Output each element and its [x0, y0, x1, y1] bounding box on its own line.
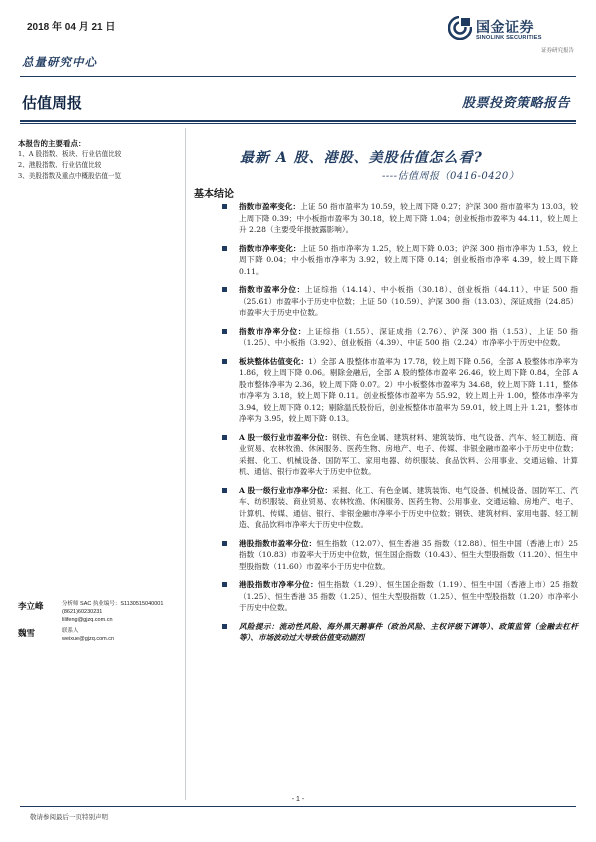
conclusion-item: [222, 243, 578, 278]
conclusion-item: [222, 284, 578, 319]
sinolink-logo-icon: [448, 16, 472, 40]
conclusion-item: [222, 485, 578, 531]
sidebar-item: 3、美股指数及重点中概股估值一览: [18, 172, 122, 180]
conclusion-label: 指数市盈率变化：: [239, 202, 301, 211]
conclusion-text: 恒生指数（12.07）、恒生香港 35 指数（12.88）、恒生中国（香港上市）25 指数（10.83）市盈率大于历史中位数，恒生国企指数（10.43）、恒生大型股指数（11.20）、恒生中型股指数（11.60）市盈率小于历史中位数。: [239, 538, 579, 571]
conclusion-label: 港股指数市盈率分位：: [239, 538, 317, 548]
sidebar-item: 2、港股指数、行业估值比较: [18, 161, 102, 169]
analyst-email[interactable]: weixue@gjzq.com.cn: [62, 636, 115, 642]
bullet-square-icon: [222, 359, 227, 364]
conclusion-text: 上证综指（14.14）、中小板指（30.18）、创业板指（44.11）、中证 500 指（25.61）市盈率小于历史中位数；上证 50（10.59）、沪深 300 指（13.03）、深证成指（24.85）市盈率大于历史中位数。: [239, 285, 579, 317]
column-divider: [185, 128, 186, 800]
conclusion-label: 港股指数市净率分位：: [239, 580, 318, 589]
bullet-square-icon: [222, 488, 227, 493]
conclusion-item: [222, 356, 578, 425]
logo-name-en: SINOLINK SECURITIES: [476, 35, 542, 41]
conclusion-text: 钢铁、有色金属、建筑材料、建筑装饰、电气设备、汽车、轻工制造、商业贸易、农林牧渔、休闲服务、医药生物、房地产、电子、传媒、非银金融市盈率小于历史中位数；采掘、化工、机械设备、国防军工、家用电器、纺织服装、食品饮料、公用事业、交通运输、计算机、通信、银行市盈率大于历史中位数。: [239, 432, 578, 476]
logo-name-cn: 国金证券: [476, 20, 534, 36]
conclusion-list: [222, 201, 578, 651]
bullet-square-icon: [222, 582, 227, 587]
analyst-phone: (8621)60230231: [62, 609, 103, 615]
conclusion-label: 指数市盈率分位：: [239, 285, 305, 294]
conclusion-item: [222, 326, 578, 349]
conclusion-text: 1）全部 A 股整体市盈率为 17.78，较上周下降 0.56，全部 A 股整体市净率为 1.86，较上周下降 0.06。剔除金融后，全部 A 股的整体市盈率 26.46，较上周下降 0.84，全部 A 股市整体净率为 2.36，较上周下降 0.07。2）中小板整体市盈率为 34.68，较上周下降 1.11，整体市净率为 3.18，较上周下降 0.11。创业板整体市盈率为 55.92，较上周上升 1.00，整体市净率为 3.94，较上周下降 0.12；剔除温氏股份后，创业板整体市盈率为 59.01，较上周上升 1.21，整体市净率为 3.95，较上周下降 0.13。: [239, 356, 578, 423]
page-number: - 1 -: [291, 796, 305, 803]
footer-divider: [20, 806, 576, 807]
company-logo: [448, 16, 576, 56]
report-date: 2018 年 04 月 21 日: [27, 22, 116, 33]
conclusion-text: 上证 50 指市净率为 1.25，较上周下降 0.03；沪深 300 指市净率为 1.53，较上周下降 0.04；中小板指市净率为 3.92，较上周下降 0.14；创业板指市净率 4.39，较上周下降 0.11。: [239, 243, 578, 276]
logo-subtitle: 证券研究报告: [540, 48, 574, 54]
bullet-square-icon: [222, 287, 227, 292]
report-category: 股票投资策略报告: [461, 96, 570, 111]
department-name: 总量研究中心: [22, 55, 97, 69]
bullet-square-icon: [222, 329, 227, 334]
sidebar-item: 1、A 股指数、板块、行业估值比较: [18, 150, 122, 158]
bullet-square-icon: [222, 624, 227, 629]
bullet-square-icon: [222, 204, 227, 209]
conclusion-label: 指数市净率变化：: [239, 243, 301, 253]
report-type: 估值周报: [22, 94, 83, 112]
header-rule-thin: [20, 123, 576, 124]
conclusion-text: 上证 50 指市盈率为 10.59，较上周下降 0.27；沪深 300 指市盈率为 13.03，较上周下降 0.39；中小板指市盈率为 30.18，较上周下降 1.04；创业板指市盈率为 44.11，较上周上升 2.28（主要受年报披露影响）。: [239, 202, 578, 234]
analyst-card: [18, 627, 115, 642]
analyst-role: 联系人: [62, 628, 79, 634]
conclusion-item: [222, 579, 578, 614]
conclusion-label: 风险提示：: [239, 621, 279, 631]
conclusion-item: [222, 201, 578, 236]
conclusion-item: [222, 538, 578, 573]
conclusion-label: 板块整体估值变化：: [239, 356, 309, 366]
analyst-card: [18, 600, 164, 623]
section-heading: 基本结论: [194, 189, 234, 200]
sidebar-highlights: [18, 149, 121, 182]
bullet-square-icon: [222, 541, 227, 546]
header-divider: [20, 76, 576, 77]
conclusion-item: [222, 432, 578, 478]
disclaimer-note: 敬请参阅最后一页特别声明: [30, 813, 108, 821]
conclusion-text: 流动性风险、海外黑天鹅事件（政治风险、主权评级下调等）、政策监管（金融去杠杆等）、市场波动过大导致估值变动剧烈: [239, 621, 578, 642]
analyst-license: 分析师 SAC 执业编号：S1130515040001: [62, 601, 164, 607]
conclusion-text: 采掘、化工、有色金属、建筑装饰、电气设备、机械设备、国防军工、汽车、纺织服装、商业贸易、农林牧渔、休闲服务、医药生物、公用事业、交通运输、房地产、电子、计算机、传媒、通信、银行、非银金融市净率小于历史中位数；钢铁、建筑材料、家用电器、轻工制造、食品饮料市净率大于历史中位数。: [239, 485, 578, 529]
analyst-contact: [62, 600, 163, 624]
analyst-name: 魏雪: [18, 629, 36, 639]
analyst-contact: [62, 627, 114, 643]
sidebar-heading: 本报告的主要看点：: [18, 139, 86, 148]
header-rule-thick: [20, 120, 576, 122]
conclusion-label: A 股一级行业市净率分位：: [239, 485, 333, 495]
conclusion-label: A 股一级行业市盈率分位：: [239, 432, 333, 442]
analyst-email[interactable]: lilifeng@gjzq.com.cn: [62, 617, 113, 623]
report-title: 最新 A 股、港股、美股估值怎么看?: [240, 150, 483, 166]
conclusion-text: 上证综指（1.55）、深证成指（2.76）、沪深 300 指（1.53）、上证 50 指（1.25）、中小板指（3.92）、创业板指（4.39）、中证 500 指（2.24）市净率小于历史中位数。: [239, 326, 579, 347]
report-subtitle: ----估值周报（0416-0420）: [382, 171, 520, 182]
bullet-square-icon: [222, 435, 227, 440]
analyst-name: 李立峰: [18, 602, 44, 612]
bullet-square-icon: [222, 246, 227, 251]
risk-warning-item: [222, 621, 578, 644]
conclusion-label: 指数市净率分位：: [239, 326, 307, 336]
conclusion-text: 恒生指数（1.29）、恒生国企指数（1.19）、恒生中国（香港上市）25 指数（1.25）、恒生香港 35 指数（1.25）、恒生大型股指数（1.25）、恒生中型股指数（1.20）市净率小于历史中位数。: [239, 580, 579, 612]
